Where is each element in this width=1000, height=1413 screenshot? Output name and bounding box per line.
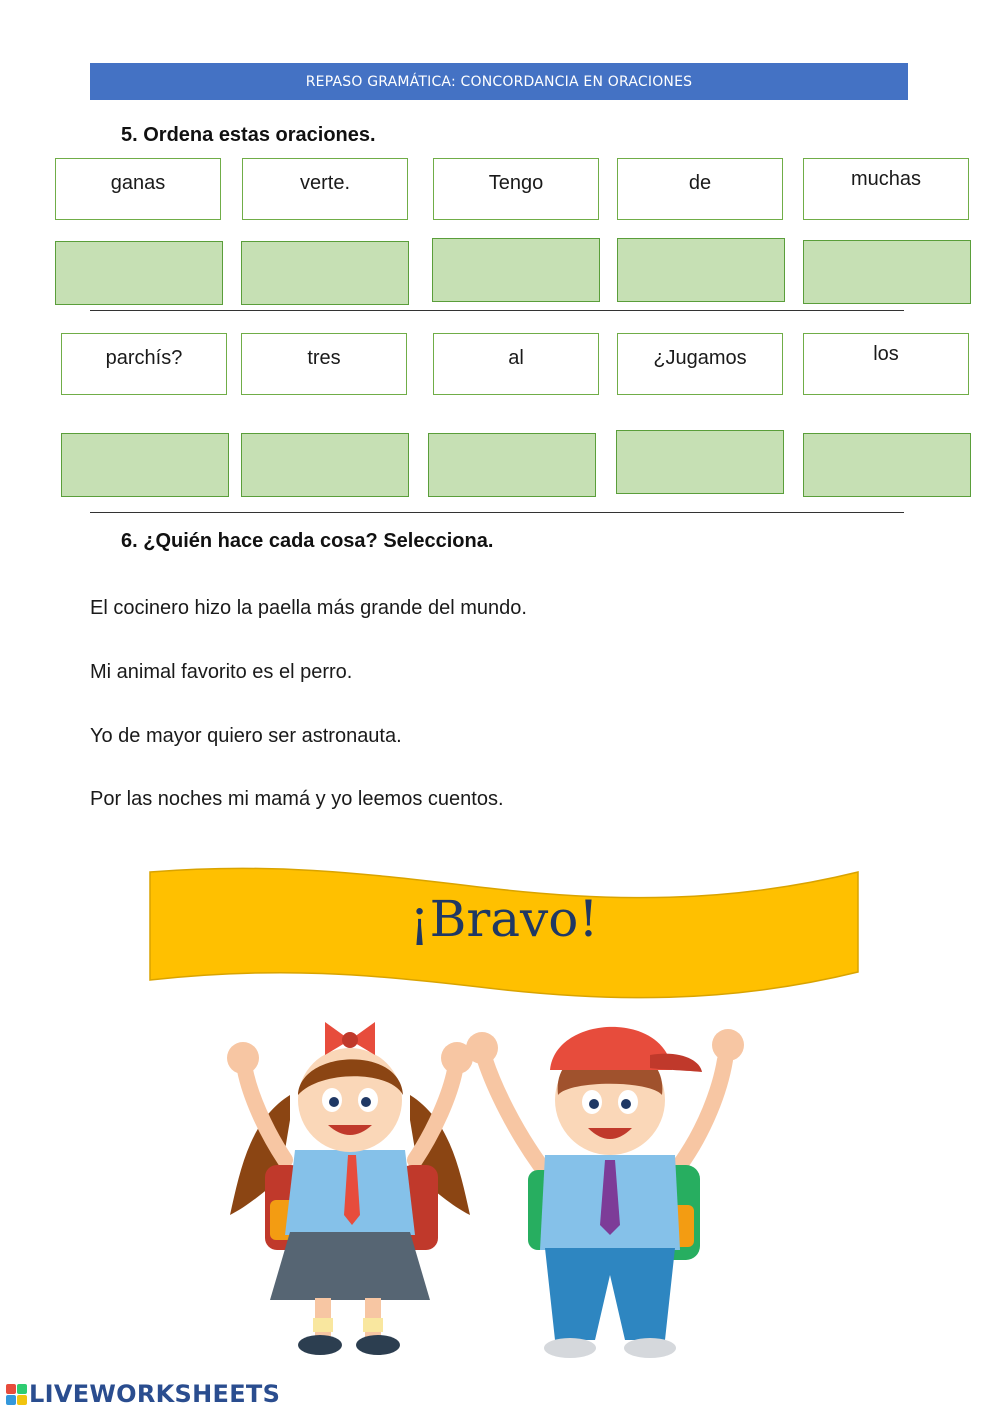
word-tile[interactable]: ganas <box>55 158 221 220</box>
drop-target[interactable] <box>617 238 785 302</box>
selectable-sentence[interactable]: Mi animal favorito es el perro. <box>90 661 353 683</box>
drop-target[interactable] <box>241 241 409 305</box>
word-tile[interactable]: al <box>433 333 599 395</box>
drop-target[interactable] <box>55 241 223 305</box>
selectable-sentence[interactable]: Yo de mayor quiero ser astronauta. <box>90 725 402 747</box>
drop-target[interactable] <box>428 433 596 497</box>
brand-name: LIVEWORKSHEETS <box>29 1380 281 1408</box>
exercise-6-title: 6. ¿Quién hace cada cosa? Selecciona. <box>121 530 494 552</box>
girl-figure <box>227 1022 473 1355</box>
word-tile[interactable]: Tengo <box>433 158 599 220</box>
exercise-5-title: 5. Ordena estas oraciones. <box>121 124 376 146</box>
drop-target[interactable] <box>432 238 600 302</box>
bravo-text: ¡Bravo! <box>409 890 599 948</box>
liveworksheets-logo <box>6 1380 280 1408</box>
drop-target[interactable] <box>616 430 784 494</box>
logo-grid-icon <box>6 1384 27 1405</box>
word-tile[interactable]: ¿Jugamos <box>617 333 783 395</box>
answer-line <box>90 512 904 513</box>
worksheet-title: REPASO GRAMÁTICA: CONCORDANCIA EN ORACIONES <box>305 73 693 90</box>
selectable-sentence[interactable]: El cocinero hizo la paella más grande del mundo. <box>90 597 527 619</box>
boy-figure <box>466 1027 744 1358</box>
word-tile[interactable]: de <box>617 158 783 220</box>
word-tile[interactable]: parchís? <box>61 333 227 395</box>
answer-line <box>90 310 904 311</box>
drop-target[interactable] <box>61 433 229 497</box>
drop-target[interactable] <box>241 433 409 497</box>
worksheet-header <box>90 63 908 100</box>
word-tile[interactable]: tres <box>241 333 407 395</box>
word-tile[interactable]: verte. <box>242 158 408 220</box>
drop-target[interactable] <box>803 433 971 497</box>
kids-cheering-illustration <box>210 1000 770 1365</box>
word-tile[interactable]: los <box>803 333 969 395</box>
drop-target[interactable] <box>803 240 971 304</box>
word-tile[interactable]: muchas <box>803 158 969 220</box>
selectable-sentence[interactable]: Por las noches mi mamá y yo leemos cuentos. <box>90 788 504 810</box>
